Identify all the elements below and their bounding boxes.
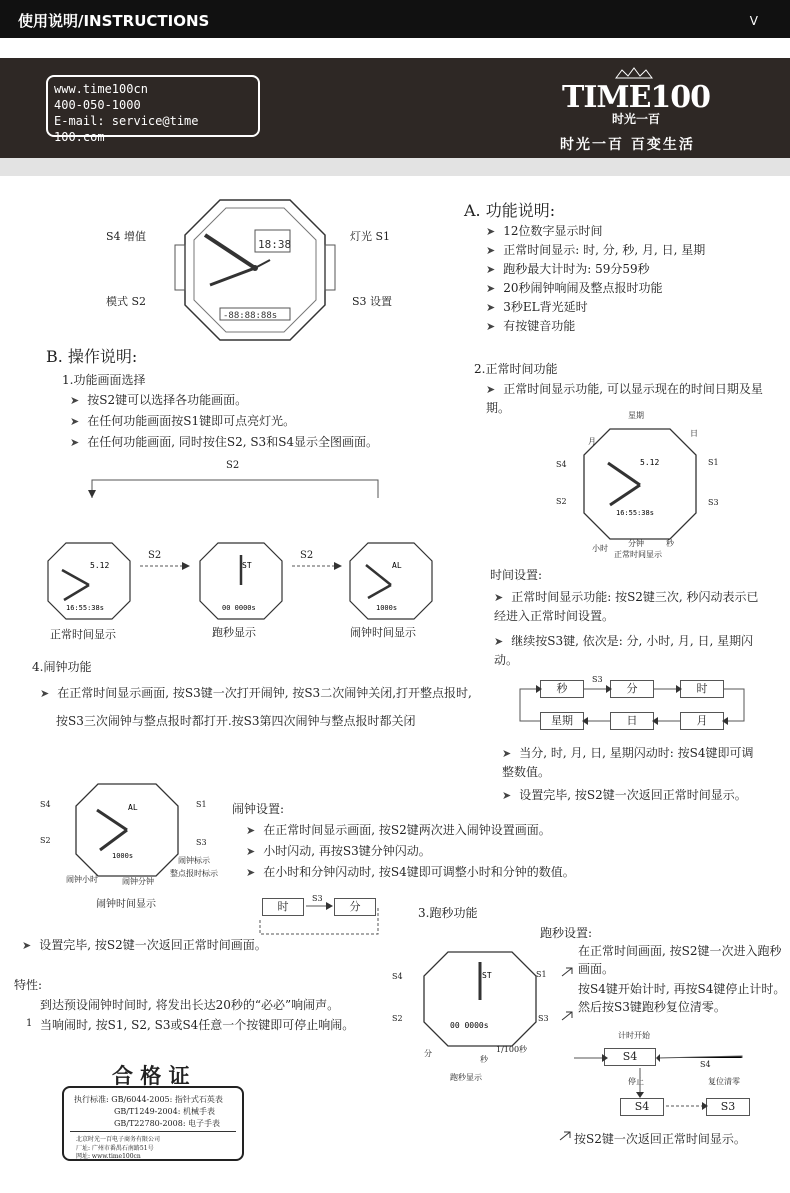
section-4-line1 [40,684,472,703]
cert-address: 厂址: 广州市番禺石南路51号 [76,1145,154,1152]
cert-std2: GB/T1249-2004: 机械手表 [114,1107,215,1116]
alarm-flow-arrows [256,900,386,940]
sw-flow-box-s3: S3 [706,1098,750,1116]
alarm-done [22,936,267,955]
features-line1: 到达预设闹钟时间时, 将发出长达20秒的“必必”响闹声。 [40,998,340,1012]
section-b-title: B. 操作说明: [46,347,138,366]
sw-label-second: 秒 [480,1055,488,1064]
cert-divider [70,1131,236,1132]
sw-flow-s4-label: S4 [700,1060,711,1069]
step-arrow [292,562,342,570]
section-4-line2: 按S3三次闹钟与整点报时都打开.按S3第四次闹钟与整点报时都关闭 [56,714,416,728]
alarm-setting-item: ➤ 在小时和分钟闪动时, 按S4键即可调整小时和分钟的数值。 [246,862,575,883]
flow-box-second: 秒 [540,680,584,698]
label-s3: S3 [708,498,719,507]
cert-company: 北京时光一百电子商务有限公司 [76,1136,161,1143]
features-line2: 当响闹时, 按S1, S2, S3或S4任意一个按键即可停止响闹。 [40,1018,355,1032]
phone-text: 400-050-1000 [54,98,141,112]
watch-diagram-stopwatch [420,948,540,1050]
header-bar [0,0,790,38]
sw-label-s2: S2 [392,1014,403,1023]
brand-logo: TIME100 [562,80,711,115]
label-day: 日 [690,429,698,438]
svg-text:ST: ST [482,971,492,980]
label-week: 星期 [628,411,644,420]
section-b-item: ➤ 按S2键可以选择各功能画面。 [70,390,378,411]
svg-text:AL: AL [128,803,138,812]
button-s2-label: 模式 S2 [106,295,147,308]
alarm-label-s4: S4 [40,800,51,809]
alarm-mark-label: 闹钟标示 [178,856,210,865]
label-s2: S2 [556,497,567,506]
sw-arrow-icon [560,966,574,978]
alarm-label-s1: S1 [196,800,207,809]
section-a-item: ➤ 20秒闹钟响闹及整点报时功能 [486,279,705,298]
section-a-item: ➤ 正常时间显示: 时, 分, 秒, 月, 日, 星期 [486,241,705,260]
features-title: 特性: [14,978,43,992]
label-minute: 分钟 [628,539,644,548]
label-second: 秒 [666,539,674,548]
alarm-flow-minute: 分 [334,898,376,916]
brand-slogan: 时光一百 百变生活 [560,137,695,153]
step-arrow [140,562,190,570]
svg-text:00 0000s: 00 0000s [222,604,256,612]
alarm-setting-item: ➤ 小时闪动, 再按S3键分钟闪动。 [246,841,575,862]
mini-watch-alarm [346,540,436,622]
sw-flow-arrows [574,1054,764,1114]
page-title: 使用说明/INSTRUCTIONS [18,12,210,30]
version-mark: V [749,14,758,28]
svg-text:16:55:38s: 16:55:38s [66,604,104,612]
alarm-setting-list [246,820,575,883]
sw-label-hundredth: 1/100秒 [496,1045,528,1054]
logo-crown-icon [614,66,654,80]
sw-label-s3: S3 [538,1014,549,1023]
alarm-label-s2: S2 [40,836,51,845]
sw-flow-stop: 停止 [628,1077,644,1086]
alarm-caption: 闹钟时间显示 [96,899,156,910]
cert-web: 网址: www.time100cn [76,1153,141,1160]
svg-text:16:55:38s: 16:55:38s [616,509,654,517]
flow-box-week: 星期 [540,712,584,730]
sw-flow-reset: 复位清零 [708,1077,740,1086]
section-b-sub1: 1.功能画面选择 [62,373,146,387]
svg-text:18:38: 18:38 [258,238,292,251]
certificate-box [62,1086,244,1161]
cert-title: 合 格 证 [112,1064,190,1088]
section-a-title: A. 功能说明: [464,201,556,220]
screen-label-stopwatch: 跑秒显示 [212,626,256,639]
time-setting-item: ➤ 正常时间显示功能: 按S2键三次, 秒闪动表示已经进入正常时间设置。 [494,588,764,626]
mini-watch-normal [44,540,134,622]
flow-box-day: 日 [610,712,654,730]
sw-flow-box-s4: S4 [604,1048,656,1066]
alarm-min-label: 闹钟分钟 [122,877,154,886]
features-mark: 1 [26,1018,33,1029]
grey-band [0,158,790,176]
label-s4: S4 [556,460,567,469]
button-s3-label: S3 设置 [352,295,393,308]
svg-text:ST: ST [242,561,252,570]
step-s2-label: S2 [148,550,162,561]
time-after-list [502,744,762,805]
watch-diagram-normal [580,425,700,543]
section-a-list [486,222,705,336]
time-after-item: ➤ 设置完毕, 按S2键一次返回正常时间显示。 [502,786,762,805]
svg-text:-88:88:88s: -88:88:88s [223,311,278,321]
section-a-item: ➤ 3秒EL背光延时 [486,298,705,317]
sw-label-s4: S4 [392,972,403,981]
button-s4-label: S4 增值 [106,230,147,243]
alarm-flow-hour: 时 [262,898,304,916]
sw-text2: 按S4键开始计时, 再按S4键停止计时。然后按S3键跑秒复位清零。 [578,982,786,1014]
section-4-line1-text: ➤ 在正常时间显示画面, 按S3键一次打开闹钟, 按S3二次闹钟关闭,打开整点报时, [40,686,472,700]
label-s1: S1 [708,458,719,467]
cert-std3: GB/T22780-2008: 电子手表 [114,1119,221,1128]
svg-text:5.12: 5.12 [640,458,660,467]
header-gap [0,38,790,58]
time-after-item: ➤ 当分, 时, 月, 日, 星期闪动时: 按S4键即可调整数值。 [502,744,762,782]
svg-text:1000s: 1000s [376,604,398,612]
section-a-item: ➤ 有按键音功能 [486,317,705,336]
screen-label-alarm: 闹钟时间显示 [350,626,416,639]
alarm-setting-item: ➤ 在正常时间显示画面, 按S2键两次进入闹钟设置画面。 [246,820,575,841]
sw-done-arrow-icon [558,1130,572,1142]
sw-text1: 在正常时间画面, 按S2键一次进入跑秒画面。 [578,944,782,976]
contact-box [46,75,260,144]
chime-mark-label: 整点报时标示 [170,869,218,878]
sw-arrow-icon [560,1010,574,1022]
brand-logo-sub: 时光一百 [612,112,661,126]
sw-done: 按S2键一次返回正常时间显示。 [574,1132,746,1146]
mini-watch-stopwatch [196,540,286,622]
cert-std1: 执行标准: GB/6044-2005: 指针式石英表 [74,1095,223,1104]
button-s1-label: 灯光 S1 [350,230,391,243]
sw-label-s1: S1 [536,970,547,979]
section-4-title: 4.闹钟功能 [32,660,92,674]
section-a-item: ➤ 12位数字显示时间 [486,222,705,241]
alarm-done-text: ➤ 设置完毕, 按S2键一次返回正常时间画面。 [22,938,267,952]
cycle-s2-label: S2 [226,460,240,471]
time-setting-item: ➤ 继续按S3键, 依次是: 分, 小时, 月, 日, 星期闪动。 [494,632,764,670]
time-setting-list [494,588,764,670]
section-2-desc-text: ➤ 正常时间显示功能, 可以显示现在的时间日期及星期。 [486,380,776,417]
svg-text:1000s: 1000s [112,852,134,860]
section-b-list [70,390,378,453]
time-flow-arrows [518,685,758,735]
section-2-title: 2.正常时间功能 [474,362,558,376]
section-3-title: 3.跑秒功能 [418,906,478,920]
screen-label-normal: 正常时间显示 [50,628,116,641]
section-b-item: ➤ 在任何功能画面按S1键即可点亮灯光。 [70,411,378,432]
watch-diagram-alarm [72,780,182,880]
label-month: 月 [588,437,596,446]
flow-box-minute: 分 [610,680,654,698]
label-hour: 小时 [592,544,608,553]
sw-caption: 跑秒显示 [450,1073,482,1082]
sw-flow-start: 计时开始 [618,1031,650,1040]
cycle-bracket [88,472,383,502]
watch-diagram-main [170,190,340,350]
normal-caption: 正常时间显示 [614,550,662,559]
alarm-label-s3: S3 [196,838,207,847]
email-text: E-mail: service@time 100.com [54,114,199,144]
section-a-item: ➤ 跑秒最大计时为: 59分59秒 [486,260,705,279]
sw-label-minute: 分 [424,1049,432,1058]
website-text: www.time100cn [54,82,148,96]
flow-key-label: S3 [592,675,603,684]
section-b-item: ➤ 在任何功能画面, 同时按住S2, S3和S4显示全图画面。 [70,432,378,453]
svg-text:00 0000s: 00 0000s [450,1021,489,1030]
flow-box-hour: 时 [680,680,724,698]
sw-setting-title: 跑秒设置: [540,926,593,940]
svg-text:5.12: 5.12 [90,561,110,570]
alarm-setting-title: 闹钟设置: [232,802,285,816]
alarm-hour-label: 闹钟小时 [66,875,98,884]
sw-flow-box-s4-stop: S4 [620,1098,664,1116]
svg-text:AL: AL [392,561,402,570]
alarm-flow-key: S3 [312,894,323,903]
flow-box-month: 月 [680,712,724,730]
time-setting-title: 时间设置: [490,568,543,582]
step-s2-label: S2 [300,550,314,561]
